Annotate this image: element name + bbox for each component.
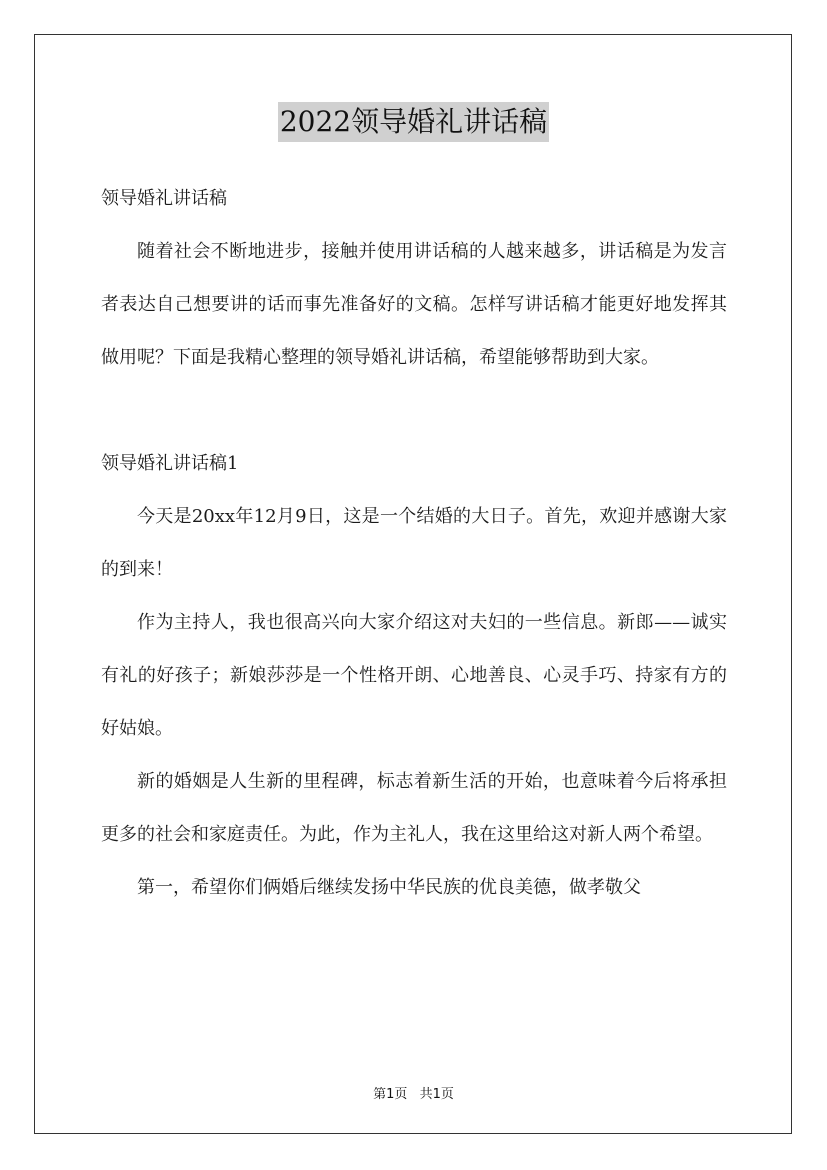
section-heading: 领导婚礼讲话稿1: [101, 453, 239, 474]
total-pages: 共1页: [419, 1087, 454, 1102]
page-number: 第1页: [373, 1087, 408, 1102]
body-paragraph: 第一，希望你们俩婚后继续发扬中华民族的优良美德，做孝敬父: [137, 877, 641, 898]
document-body: [101, 172, 727, 914]
intro-paragraph: 随着社会不断地进步，接触并使用讲话稿的人越来越多，讲话稿是为发言者表达自己想要讲的话而事先准备好的文稿。怎样写讲话稿才能更好地发挥其做用呢？下面是我精心整理的领导婚礼讲话稿，希望能够帮助到大家。: [101, 241, 727, 368]
document-heading: 领导婚礼讲话稿: [101, 188, 227, 209]
title-container: [0, 102, 827, 142]
page-footer: [0, 1083, 827, 1102]
body-paragraph: 新的婚姻是人生新的里程碑，标志着新生活的开始，也意味着今后将承担更多的社会和家庭责任。为此，作为主礼人，我在这里给这对新人两个希望。: [101, 771, 727, 845]
document-title: 2022领导婚礼讲话稿: [278, 102, 549, 142]
body-paragraph: 作为主持人，我也很高兴向大家介绍这对夫妇的一些信息。新郎——诚实有礼的好孩子；新娘莎莎是一个性格开朗、心地善良、心灵手巧、持家有方的好姑娘。: [101, 612, 727, 739]
body-paragraph: 今天是20xx年12月9日，这是一个结婚的大日子。首先，欢迎并感谢大家的到来！: [101, 506, 727, 580]
